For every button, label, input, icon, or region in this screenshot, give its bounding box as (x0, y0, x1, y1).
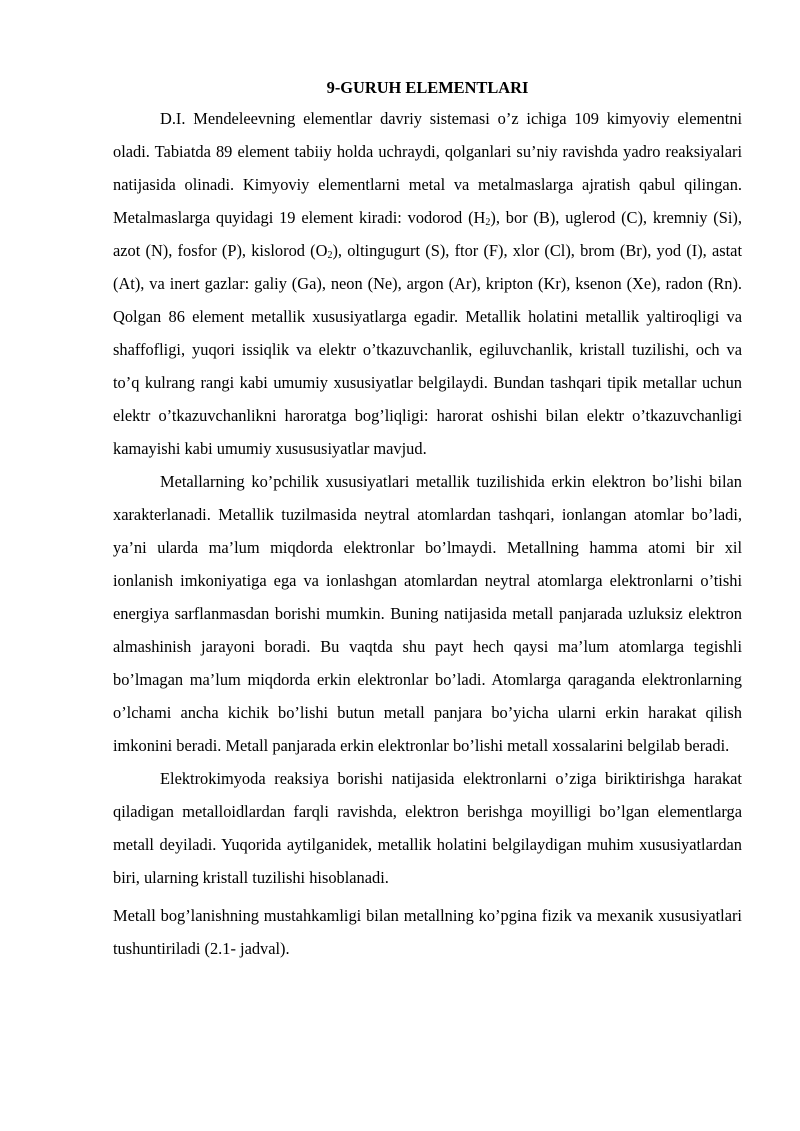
document-page (113, 74, 742, 965)
document-title: 9-GURUH ELEMENTLARI (326, 78, 529, 97)
paragraph-intro-part-b: ), bor (B), uglerod (C), kremniy (Si), azot (N), fosfor (P), kislorod (O (113, 208, 742, 260)
paragraph-intro-part-c: ), oltingugurt (S), ftor (F), xlor (Cl), brom (Br), yod (I), astat (At), va inert gazlar: galiy (Ga), neon (Ne), argon (Ar), kripton (Kr), ksenon (Xe), radon (Rn). Qolgan 86 element metallik xususiyatlarga egadir. Metallik holatini metallik yaltiroqligi va shaffofligi, yuqori issiqlik va elektr o’tkazuvchanlik, egiluvchanlik, kristall tuzilishi, och va to’q kulrang rangi kabi umumiy xususiyatlar belgilaydi. Bundan tashqari tipik metallar uchun elektr o’tkazuvchanlikni haroratga bog’liqligi: harorat oshishi bilan elektr o’tkazuvchanligi kamayishi kabi umumiy xusususiyatlar mavjud. (113, 241, 742, 458)
paragraph-free-electrons: Metallarning ko’pchilik xususiyatlari metallik tuzilishida erkin elektron bo’lishi bilan xarakterlanadi. Metallik tuzilmasida neytral atomlardan tashqari, ionlangan atomlar bo’ladi, ya’ni ularda ma’lum miqdorda elektronlar bo’lmaydi. Metallning hamma atomi bir xil ionlanish imkoniyatiga ega va ionlashgan atomlardan neytral atomlarga elektronlarni o’tishi energiya sarflanmasdan borishi mumkin. Buning natijasida metall panjarada uzluksiz elektron almashinish jarayoni boradi. Bu vaqtda shu payt hech qaysi ma’lum atomlarga tegishli bo’lmagan ma’lum miqdorda erkin elektronlar bo’ladi. Atomlarga qaraganda elektronlarning o’lchami ancha kichik bo’lishi butun metall panjara bo’yicha ularni erkin harakat qilish imkonini beradi. Metall panjarada erkin elektronlar bo’lishi metall xossalarini belgilab beradi. (113, 472, 742, 755)
paragraph-intro-part-a: D.I. Mendeleevning elementlar davriy sistemasi o’z ichiga 109 kimyoviy elementni oladi. Tabiatda 89 element tabiiy holda uchraydi, qolganlari su’niy ravishda yadro reaksiyalari natijasida olinadi. Kimyoviy elementlarni metal va metalmaslarga ajratish qabul qilingan. Metalmaslarga quyidagi 19 element kiradi: vodorod (H (113, 109, 742, 227)
paragraph-metal-bond: Metall bog’lanishning mustahkamligi bilan metallning ko’pgina fizik va mexanik xususiyatlari tushuntiriladi (2.1- jadval). (113, 906, 742, 958)
subscript-o2: 2 (327, 250, 333, 261)
paragraph-electrochemistry: Elektrokimyoda reaksiya borishi natijasida elektronlarni o’ziga biriktirishga harakat qiladigan metalloidlardan farqli ravishda, elektron berishga moyilligi bo’lgan elementlarga metall deyiladi. Yuqorida aytilganidek, metallik holatini belgilaydigan muhim xususiyatlardan biri, ularning kristall tuzilishi hisoblanadi. (113, 769, 742, 887)
subscript-h2: 2 (485, 217, 491, 228)
paragraph-intro (113, 102, 742, 465)
